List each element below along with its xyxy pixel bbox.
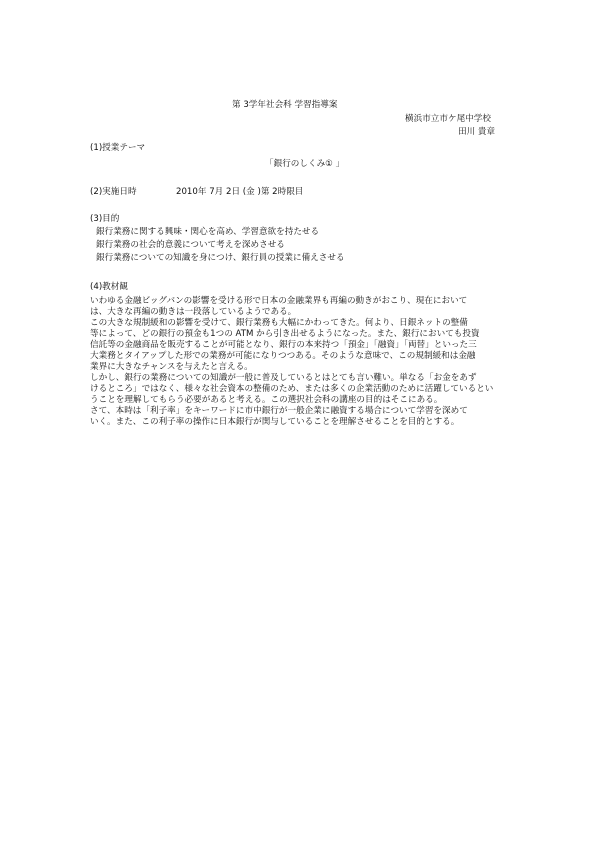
material-line: さて、本時は「利子率」をキーワードに市中銀行が一般企業に融資する場合について学習を深めて <box>90 406 468 416</box>
material-line: しかし、銀行の業務についての知識が一般に普及しているとはとても言い難い。単なる「お金をあず <box>90 373 477 383</box>
objective-item: 銀行業務に関する興味・関心を高め、学習意欲を持たせる <box>96 227 320 237</box>
theme-value: 「銀行のしくみ① 」 <box>265 159 345 169</box>
author-name: 田川 貴章 <box>458 127 496 137</box>
material-line: うことを理解してもらう必要があると考える。この選択社会科の講座の目的はそこにある。 <box>90 395 443 405</box>
objective-item: 銀行業務の社会的意義について考えを深めさせる <box>96 240 285 250</box>
document-title: 第 3学年社会科 学習指導案 <box>232 100 338 110</box>
date-heading: (2)実施日時 <box>90 187 137 197</box>
material-paragraph <box>90 296 510 428</box>
material-line: は、大きな再編の動きは一段落しているようである。 <box>90 307 297 317</box>
material-line: けるところ」ではなく、様々な社会資本の整備のため、または多くの企業活動のために活躍しているとい <box>90 384 494 394</box>
material-line: この大きな規制緩和の影響を受けて、銀行業務も大幅にかわってきた。何より、日銀ネットの整備 <box>90 318 468 328</box>
material-line: いく。また、この利子率の操作に日本銀行が関与していることを理解させることを目的とする。 <box>90 417 460 427</box>
theme-heading: (1)授業テーマ <box>90 143 146 153</box>
material-line: 業界に大きなチャンスを与えたと言える。 <box>90 362 253 372</box>
material-heading: (4)教材観 <box>90 282 128 292</box>
material-line: 信託等の金融商品を販売することが可能となり、銀行の本来持つ「預金」「融資」「両替」といった三 <box>90 340 477 350</box>
school-name: 横浜市立市ケ尾中学校 <box>405 114 491 124</box>
material-line: 等によって、どの銀行の預金も1つの ATM から引き出せるようになった。また、銀行においても投資 <box>90 329 480 339</box>
material-line: 大業務とタイアップした形での業務が可能になりつつある。そのような意味で、この規制緩和は金融 <box>90 351 476 361</box>
material-line: いわゆる金融ビッグバンの影響を受ける形で日本の金融業界も再編の動きがおこり、現在において <box>90 296 468 306</box>
objective-item: 銀行業務についての知識を身につけ、銀行員の授業に備えさせる <box>96 253 345 263</box>
objectives-heading: (3)目的 <box>90 214 120 224</box>
date-value: 2010年 7月 2日 (金 )第 2時限目 <box>176 187 304 197</box>
